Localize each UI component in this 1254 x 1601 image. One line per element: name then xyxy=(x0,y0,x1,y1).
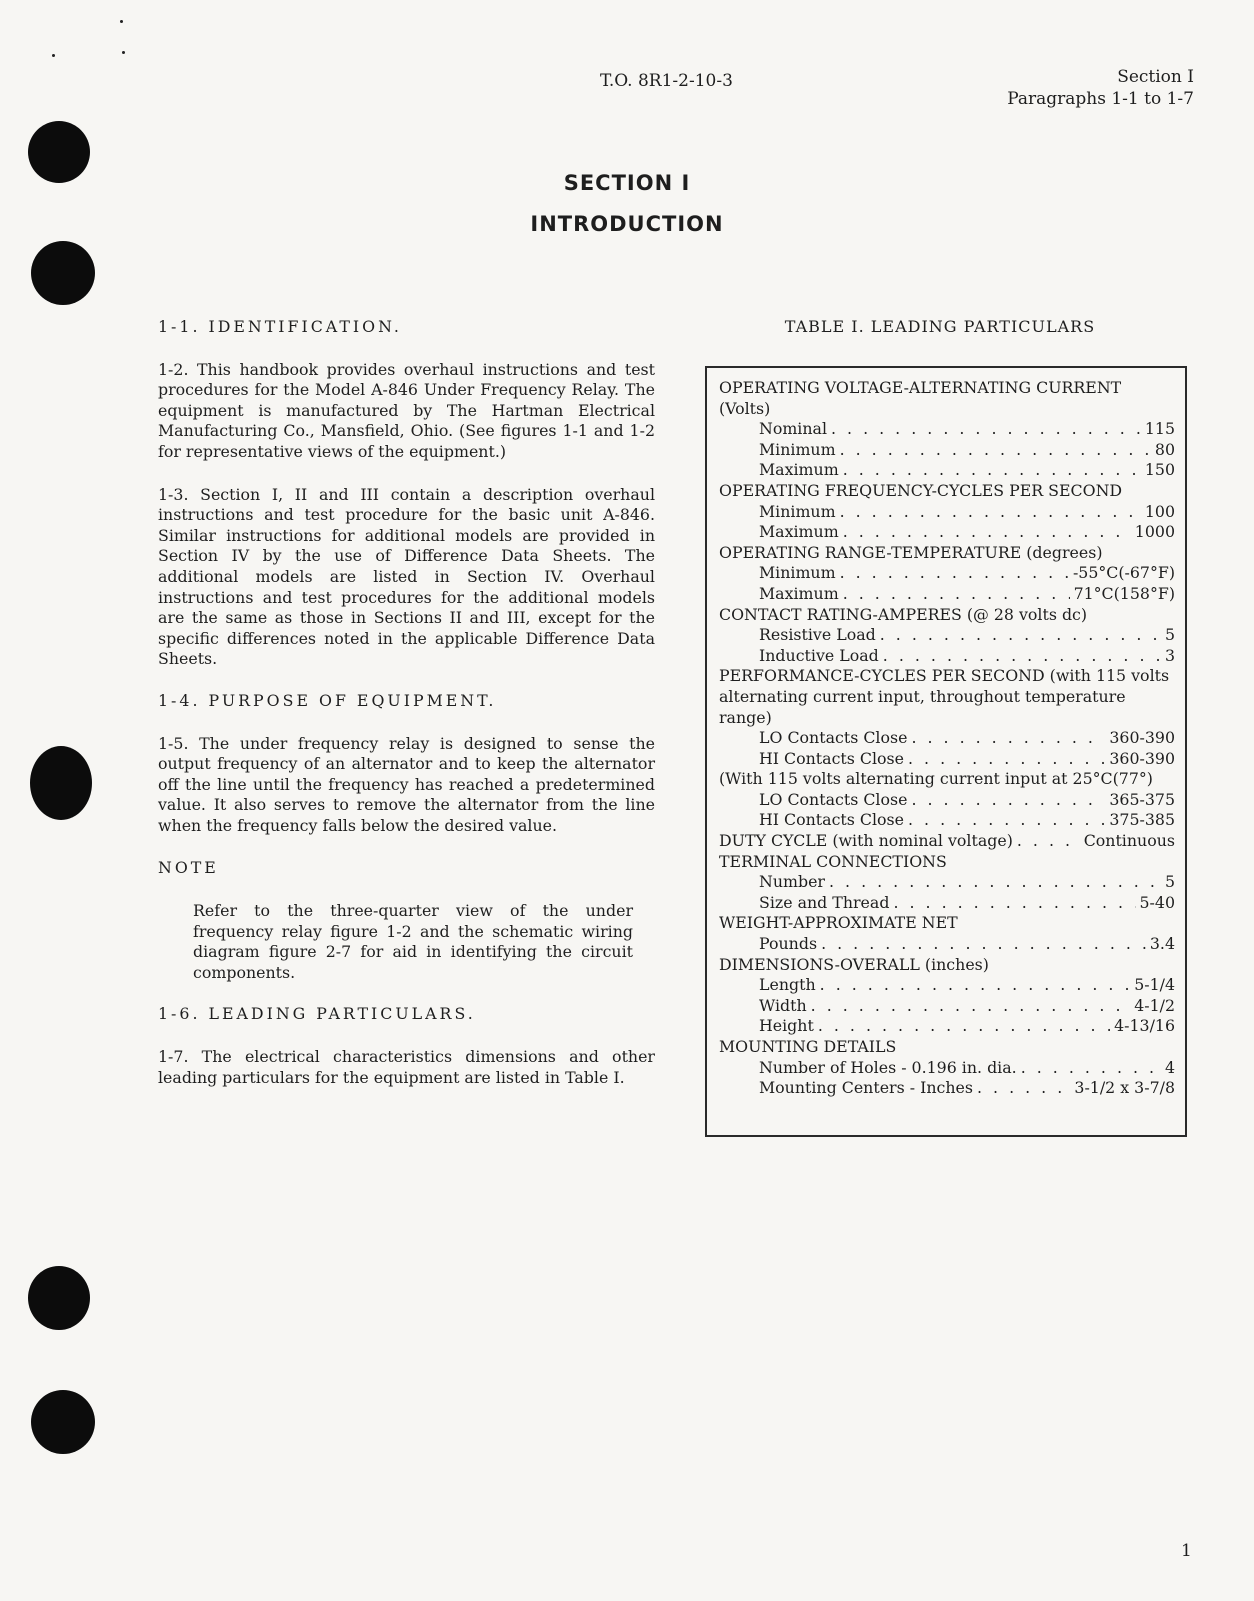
row-label: Number of Holes - 0.196 in. dia. xyxy=(759,1057,1017,1077)
row-value: 115 xyxy=(1144,419,1175,439)
table-category: CONTACT RATING-AMPERES (@ 28 volts dc) xyxy=(719,604,1088,624)
table-row xyxy=(719,975,1175,996)
table-category: MOUNTING DETAILS xyxy=(719,1037,897,1056)
row-label: HI Contacts Close xyxy=(759,810,905,830)
table-row xyxy=(719,810,1175,831)
row-label: Length xyxy=(759,975,816,995)
row-value: 4-1/2 xyxy=(1134,995,1175,1015)
section-subtitle: INTRODUCTION xyxy=(530,212,724,236)
row-label: Mounting Centers - Inches xyxy=(759,1078,973,1098)
row-label: Width xyxy=(759,995,807,1015)
row-value: 5-40 xyxy=(1139,892,1175,912)
row-label: Inductive Load xyxy=(759,645,879,665)
table-category: OPERATING FREQUENCY-CYCLES PER SECOND xyxy=(719,480,1123,500)
speck xyxy=(120,20,123,23)
row-value: 3.4 xyxy=(1149,934,1175,954)
row-value: -55°C(-67°F) xyxy=(1072,563,1175,583)
row-label: DUTY CYCLE (with nominal voltage) xyxy=(719,831,1013,851)
punch-hole xyxy=(31,241,95,305)
row-label: Size and Thread xyxy=(759,892,890,912)
table-category: DIMENSIONS-OVERALL (inches) xyxy=(719,954,989,974)
paragraph: 1-3. Section I, II and III contain a description overhaul instructions and test procedure for the basic unit A-846. Similar instructions for additional models are provided in Section IV by the use of Difference Data Sheets. The additional models are listed in Section IV. Overhaul instructions and test procedures for the additional models are the same as those in Sections II and III, except for the specific differences noted in the applicable Difference Data Sheets. xyxy=(158,484,655,669)
table-row xyxy=(719,460,1175,481)
row-label: HI Contacts Close xyxy=(759,748,905,768)
note-title: NOTE xyxy=(158,858,219,878)
leading-particulars-table xyxy=(705,366,1187,1137)
table-category: (With 115 volts alternating current input at 25°C(77°) xyxy=(719,769,1153,789)
section-label: Section I xyxy=(1117,67,1194,87)
table-row xyxy=(719,1078,1175,1099)
table-title: TABLE I. LEADING PARTICULARS xyxy=(784,317,1096,336)
row-value: 5 xyxy=(1164,625,1175,645)
row-value: 5 xyxy=(1164,872,1175,892)
paragraph: 1-7. The electrical characteristics dimensions and other leading particulars for the equipment are listed in Table I. xyxy=(158,1047,655,1087)
note-body: Refer to the three-quarter view of the under frequency relay figure 1-2 and the schematic wiring diagram figure 2-7 for aid in identifying the circuit components. xyxy=(193,901,633,982)
row-value: 1000 xyxy=(1134,522,1175,542)
body-text-column xyxy=(158,317,655,1088)
row-value: 5-1/4 xyxy=(1134,975,1175,995)
table-row xyxy=(719,584,1175,605)
table-row xyxy=(719,419,1175,440)
table-row xyxy=(719,1016,1175,1037)
table-category: OPERATING RANGE-TEMPERATURE (degrees) xyxy=(719,542,1103,562)
section-header xyxy=(1007,66,1194,110)
section-title: SECTION I xyxy=(563,171,691,195)
speck xyxy=(52,54,55,57)
paragraph: 1-5. The under frequency relay is designed to sense the output frequency of an alternator and to keep the alternator off the line until the frequency has reached a predetermined value. It also serves to remove the alternator from the line when the frequency falls below the desired value. xyxy=(158,733,655,835)
paragraph-heading: 1-6. LEADING PARTICULARS. xyxy=(158,1004,476,1024)
table-row xyxy=(719,893,1175,914)
row-value: Continuous xyxy=(1083,831,1175,851)
table-row xyxy=(719,563,1175,584)
table-row xyxy=(719,831,1175,852)
punch-hole xyxy=(28,1266,90,1330)
row-label: Minimum xyxy=(759,439,836,459)
table-row xyxy=(719,749,1175,770)
doc-number: T.O. 8R1-2-10-3 xyxy=(600,71,733,91)
row-value: 4 xyxy=(1164,1057,1175,1077)
row-value: 100 xyxy=(1144,501,1175,521)
punch-hole xyxy=(31,1390,95,1454)
table-row xyxy=(719,872,1175,893)
row-value: 375-385 xyxy=(1109,810,1175,830)
speck xyxy=(122,51,125,54)
row-value: 3-1/2 x 3-7/8 xyxy=(1074,1078,1175,1098)
punch-hole xyxy=(30,746,92,820)
row-label: Number xyxy=(759,872,825,892)
row-value: 4-13/16 xyxy=(1114,1016,1175,1036)
paragraphs-label: Paragraphs 1-1 to 1-7 xyxy=(1007,89,1194,109)
row-value: 3 xyxy=(1164,645,1175,665)
row-label: Maximum xyxy=(759,583,839,603)
row-label: Height xyxy=(759,1016,814,1036)
row-label: Pounds xyxy=(759,934,818,954)
row-label: Maximum xyxy=(759,460,839,480)
row-label: Minimum xyxy=(759,563,836,583)
row-label: Maximum xyxy=(759,522,839,542)
table-row xyxy=(719,1058,1175,1079)
row-value: 150 xyxy=(1144,460,1175,480)
row-value: 71°C(158°F) xyxy=(1073,583,1175,603)
row-label: Resistive Load xyxy=(759,625,876,645)
row-value: 360-390 xyxy=(1109,728,1175,748)
table-row xyxy=(719,646,1175,667)
table-row xyxy=(719,934,1175,955)
table-row xyxy=(719,996,1175,1017)
paragraph: 1-2. This handbook provides overhaul instructions and test procedures for the Model A-846 Under Frequency Relay. The equipment is manufactured by The Hartman Electrical Manufacturing Co., Mansfield, Ohio. (See figures 1-1 and 1-2 for representative views of the equipment.) xyxy=(158,359,655,461)
row-value: 360-390 xyxy=(1109,748,1175,768)
row-value: 365-375 xyxy=(1109,789,1175,809)
table-row xyxy=(719,790,1175,811)
table-row xyxy=(719,502,1175,523)
page-number: 1 xyxy=(1181,1541,1192,1561)
row-label: LO Contacts Close xyxy=(759,789,908,809)
table-category xyxy=(719,666,1175,728)
row-value: 80 xyxy=(1154,439,1175,459)
table-category: OPERATING VOLTAGE-ALTERNATING CURRENT (Volts) xyxy=(719,378,1122,418)
category-text: PERFORMANCE-CYCLES PER SECOND (with 115 volts alternating current input, throughout temperature range) xyxy=(719,666,1170,727)
table-category: WEIGHT-APPROXIMATE NET xyxy=(719,913,958,933)
table-row xyxy=(719,625,1175,646)
table-category: TERMINAL CONNECTIONS xyxy=(719,851,947,871)
row-label: Nominal xyxy=(759,419,828,439)
paragraph-heading: 1-4. PURPOSE OF EQUIPMENT. xyxy=(158,690,497,710)
table-row xyxy=(719,522,1175,543)
table-row xyxy=(719,728,1175,749)
row-label: LO Contacts Close xyxy=(759,728,908,748)
row-label: Minimum xyxy=(759,501,836,521)
table-row xyxy=(719,440,1175,461)
paragraph-heading: 1-1. IDENTIFICATION. xyxy=(158,317,402,336)
